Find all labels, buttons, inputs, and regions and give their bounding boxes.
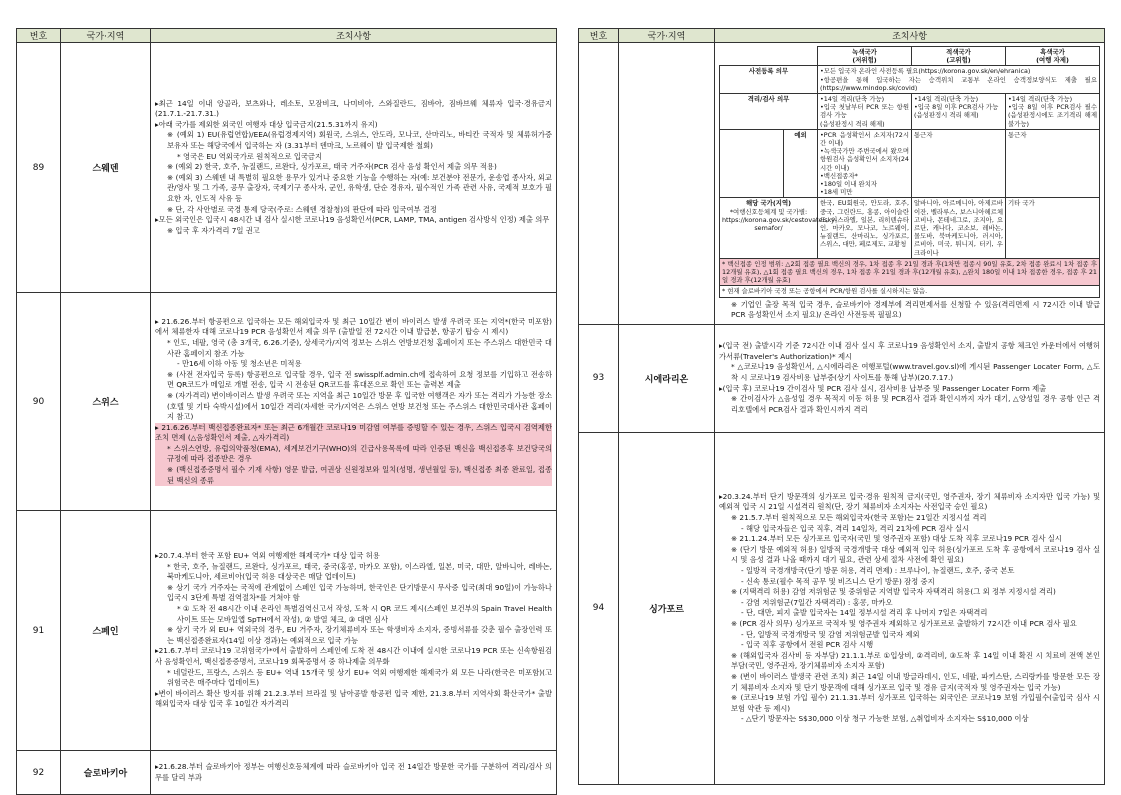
measure-line: ▸모든 외국인은 입국시 48시간 내 검사 실시한 코로나19 음성확인서(PCR, LAMP, TMA, antigen 검사방식 인정) 제출 의무 <box>155 215 550 225</box>
measure-line: ※ (예외 1) EU(유럽연합)/EEA(유럽경제지역) 회원국, 스위스, 안도라, 모나코, 산마리노, 바티칸 국적자 및 체류허가증 보유자 또는 해당국에서 입국하는 자 (3.31부터 덴마크, 노르웨이 발 입국제한 철회) <box>167 130 552 151</box>
measure-cell <box>151 293 557 511</box>
measure-line: ※ (코로나19 보험 가입 필수) 21.1.31.부터 싱가포르 입국하는 외국인은 코로나19 보험 가입필수(출입국 심사 시 보험 약관 등 제시) <box>731 693 1100 713</box>
measure-line: - 입국 직후 공항에서 전원 PCR 검사 시행 <box>741 640 874 650</box>
measure-line: ▸(입국 전) 출발시각 기준 72시간 이내 검사 실시 후 코로나19 음성확인서 소지, 출발지 공항 체크인 카운터에서 여행허가서류(Traveler's Authorization)* 제시 <box>719 341 1100 361</box>
measure-line: - 해당 입국자들은 입국 직후, 격리 14일차, 격리 21차에 PCR 검사 실시 <box>741 523 970 533</box>
measure-cell <box>715 43 1105 325</box>
green-col: 녹색국가 (저위험) <box>818 47 912 66</box>
measure-line: ▸21.6.28.부터 슬로바키아 정부는 여행신호등체계에 따라 슬로바키아 입국 전 14일간 방문한 국가를 구분하여 격리/검사 의무를 달리 부과 <box>155 761 552 782</box>
exception-green: •PCR 음성확인서 소지자(72시간 이내) •녹색국가만 주변국에서 왔으며 항원검사 음성확인서 소지자(24시간 이내) •백신접종자* •180일 이내 완치자 •18세 미만 <box>818 129 912 198</box>
left-column <box>16 28 557 795</box>
measure-line: ※ 기업인 출장 목적 입국 경우, 슬로바키아 경제부에 격리면제서를 신청할 수 있음(격리면제 시 72시간 이내 발급 PCR 음성확인서 소지 필요)/ 온라인 사전등록 필필요) <box>731 299 1100 320</box>
row-number: 90 <box>17 293 61 511</box>
measure-line: - 감염 저위험군(7일간 자택격리) : 홍콩, 마카오 <box>741 597 893 607</box>
table-header <box>17 29 557 43</box>
header-no: 번호 <box>17 29 61 43</box>
measure-line: ▸변이 바이러스 확산 방지를 위해 21.2.3.부터 브라질 및 남아공발 항공편 입국 제한, 21.3.8.부터 지역사회 확산국가* 출발 해외입국자 대상 입국 후 10일간 자가격리 <box>155 688 552 709</box>
measure-line: ▸아래 국가를 제외한 외국인 여행자 대상 입국금지(21.5.31까지 유지) <box>155 119 378 129</box>
measure-line: ※ 입국 후 자가격리 7일 권고 <box>167 225 260 235</box>
header-country: 국가·지역 <box>61 29 151 43</box>
quarantine-red: •14일 격리(단축 가능) •입국 8일 이후 PCR검사 가능 (음성판정시 격리 해제) <box>912 94 1006 130</box>
measure-line: ※ (PCR 검사 의무) 싱가포르 국적자 및 영주권자 제외하고 싱가포르로 출발하기 72시간 이내 PCR 검사 필요 <box>731 618 1077 628</box>
airport-footnote: * 현재 슬로바키아 국경 또는 공항에서 PCR/항원 검사를 실시하지는 않음. <box>720 286 1100 297</box>
country-name: 스웨덴 <box>61 43 151 293</box>
red-col: 적색국가 (고위험) <box>912 47 1006 66</box>
registration-cell: •모든 입국자 온라인 사전등록 필요(https://korona.gov.sk/en/ehranica) •항공편을 통해 입국하는 자는 승객위치 교통부 온라인 승객정보양식도 제출 필요(https://www.mindop.sk/covid) <box>818 66 1100 94</box>
measure-line: ▸ 21.6.26.부터 백신접종완료자* 또는 최근 6개월간 코로나19 미감염 여부를 증빙할 수 있는 경우, 스위스 입국시 검역제한조치 면제 (△음성확인서 제출, △자가격리) <box>155 422 552 443</box>
measure-line: ※ (예외 3) 스웨덴 내 특별히 필요한 용무가 있거나 중요한 기능을 수행하는 자(예: 보건분야 전문가, 운송업 종사자, 외교관/영사 및 그 가족, 공무 출장자, 국제기구 종사자, 군인, 유학생, 단순 경유자, 필수적인 가족 관련 사유, 국제적 보호가 필요한 자, 인도적 사유 등 <box>167 172 552 203</box>
table-row <box>17 751 557 795</box>
row-label: 해당 국가(지역) <box>745 199 792 208</box>
measure-line: ※ (백신접종증명서 필수 기재 사항) 영문 발급, 여권상 신원정보와 일치(성명, 생년월일 등), 백신접종 최종 완료일, 접종된 백신의 종류 <box>155 465 552 486</box>
label-note: *여행신호등체계 및 국가별: https://korona.gov.sk/cestovatelsky-semafor/ <box>722 207 838 233</box>
countries-red: 알바니아, 아르메니아, 아제르바이잔, 벨라루스, 보스니아헤르체고비나, 몬테네그로, 조지아, 요르단, 캐나다, 코소보, 레바논, 몰도바, 북마케도니아, 러시아, 르비아, 미국, 튀니지, 터키, 우크라이나 <box>912 198 1006 258</box>
row-number: 93 <box>579 324 619 432</box>
header-country: 국가·지역 <box>619 29 715 43</box>
measure-line: ※ 단, 각 사안별로 국경 통제 당국(주로: 스웨덴 경찰청)의 판단에 따라 입국여부 결정 <box>167 204 437 214</box>
measure-line: ※ (사전 전자입국 등록) 항공편으로 입국할 경우, 입국 전 swissplf.admin.ch에 접속하여 요청 정보를 기입하고 전송하면 QR코드가 메일로 개별 전송, 입국 시 전송된 QR코드를 휴대폰으로 확인 또는 출력본 제출 <box>167 369 552 390</box>
table-row <box>579 432 1105 784</box>
measure-line: * 한국, 호주, 뉴질랜드, 르완다, 싱가포르, 태국, 중국(홍콩, 마카오 포함), 이스라엘, 일본, 미국, 대만, 알바니아, 레바논, 북마케도니아, 세르비아(입국 허용 대상국은 매달 업데이트) <box>167 561 552 582</box>
measure-line: ※ (단기 방문 예외적 허용) 일방적 국경개방국 대상 예외적 입국 허용(싱가포르 도착 후 공항에서 코로나19 검사 실시 및 음성 결과 나올 때까지 대기 필요, 관련 상세 절차 사전에 확인 필요) <box>731 544 1100 565</box>
measure-cell <box>151 751 557 795</box>
measure-line: - 만16세 이하 아동 및 청소년은 미적용 <box>177 359 302 369</box>
header-measure: 조치사항 <box>151 29 557 43</box>
black-col: 흑색국가 (여행 자제) <box>1006 47 1100 66</box>
measure-line: * 네덜란드, 프랑스, 스위스 등 EU+ 역내 15개국 및 상기 EU+ 역외 여행제한 해제국가 외 모든 나라(한국은 미포함)(고위험국은 매주마다 업데이트) <box>167 667 552 688</box>
row-number: 94 <box>579 432 619 784</box>
traffic-light-table <box>719 46 1100 298</box>
measure-line: ▸최근 14일 이내 앙골라, 보츠와나, 레소토, 모잠비크, 나미비아, 스와질란드, 짐바아, 짐바브웨 체류자 입국·경유금지 (21.7.1.-21.7.31.) <box>155 98 552 119</box>
measure-line: * 영국은 EU 역외국가로 원칙적으로 입국금지 <box>177 151 323 161</box>
quarantine-green: •14일 격리(단축 가능) •입국 첫날부터 PCR 또는 항원검사 가능 (음성판정시 격리 해제) <box>818 94 912 130</box>
measure-line: - 단, 일방적 국경개방국 및 감염 저위험군발 입국자 제외 <box>741 629 920 639</box>
measure-line: - 단, 대만, 피지 출발 입국자는 14일 정부시설 격리 후 나머지 7일은 자택격리 <box>741 608 988 618</box>
measure-cell <box>715 324 1105 432</box>
countries-green: 한국, EU회원국, 안도라, 호주, 중국, 그린란드, 홍콩, 아이슬란드, 이스라엘, 일본, 리히텐슈타인, 마카오, 모나코, 노르웨이, 뉴질랜드, 산마리노, 싱가포르, 스위스, 대만, 페로제도, 교황청 <box>818 198 912 258</box>
right-column <box>578 28 1105 785</box>
measure-line: ▸ 21.6.26.부터 항공편으로 입국하는 모든 해외입국자 및 최근 10일간 변이 바이러스 발생 우려국 또는 지역*(한국 미포함)에서 체류한자 대해 코로나19 PCR 음성확인서 제출 의무 (출발일 전 72시간 이내 발급분, 항공기 탑승 시 제시) <box>155 316 552 337</box>
row-number: 91 <box>17 511 61 751</box>
measure-line: ※ 간이검사가 △음성일 경우 목적지 이동 허용 및 PCR검사 결과 확인시까지 자가 대기, △양성일 경우 공항 인근 격리호텔에서 PCR검사 결과 확인시까지 격리 <box>731 394 1100 414</box>
country-name: 슬로바키아 <box>61 751 151 795</box>
row-number-empty <box>579 43 619 325</box>
row-number: 89 <box>17 43 61 293</box>
table-row <box>579 324 1105 432</box>
row-label-countries <box>720 198 838 258</box>
measure-cell <box>715 432 1105 784</box>
measure-line: ※ 21.1.24.부터 모든 싱가포르 입국자(국민 및 영주권자 포함) 대상 도착 직후 코로나19 PCR 검사 실시 <box>731 534 1062 544</box>
exception-red: 통근자 <box>912 129 1006 198</box>
row-label: 격리/검사 의무 <box>720 94 818 130</box>
measure-line: ※ (지택격리 허용) 감염 저위험군 및 중위험군 지역발 입국자 자택격리 허용(그 외 정부 지정시설 격리) <box>731 587 1056 597</box>
table-header <box>579 29 1105 43</box>
country-name: 시에라리온 <box>619 324 715 432</box>
measure-cell <box>151 511 557 751</box>
right-table <box>578 28 1105 785</box>
row-label: 사전등록 의무 <box>720 66 818 94</box>
quarantine-black: •14일 격리(단축 가능) •입국 8일 이후 PCR검사 필수(음성판정시에도 조기격리 해제 불가능) <box>1006 94 1100 130</box>
countries-black: 기타 국가 <box>1006 198 1100 258</box>
measure-line: ▸20.7.4.부터 한국 포함 EU+ 역외 여행제한 해제국가* 대상 입국 허용 <box>155 551 380 561</box>
measure-line: * 인도, 네팔, 영국 (총 3개국, 6.26.기준), 상세국가/지역 정보는 스위스 연방보건청 홈페이지 또는 주스위스 대한민국 대사관 홈페이지 참조 가능 <box>167 337 552 358</box>
blank-cell <box>720 129 784 198</box>
measure-line: ※ 21.5.7.부터 원칙적으로 모든 해외입국자(한국 포함)는 21일간 지정시설 격리 <box>731 513 987 523</box>
measure-line: - △단기 방문자는 S$30,000 이상 청구 가능한 보험, △취업비자 소지자는 S$10,000 이상 <box>741 714 1029 724</box>
measure-cell <box>151 43 557 293</box>
table-row <box>579 43 1105 325</box>
country-name: 스페인 <box>61 511 151 751</box>
measure-line: - 일방적 국경개방국(단기 방문 허용, 격리 면제) : 브루나이, 뉴질랜드, 호주, 중국 본토 <box>741 566 1015 575</box>
exception-black: 통근자 <box>1006 129 1100 198</box>
business-note <box>719 300 1100 321</box>
country-name-empty <box>619 43 715 325</box>
measure-line: ※ (변이 바이러스 발생국 관련 조치) 최근 14일 이내 방글라데시, 인도, 네팔, 파키스탄, 스리랑카를 방문한 모든 장기 체류비자 소지자 및 단기 방문객에 대해 싱가포르 입국 및 경유 금지(국적자 및 영주권자는 입국 가능) <box>731 671 1100 692</box>
header-measure: 조치사항 <box>715 29 1105 43</box>
measure-line: ▸21.6.7.부터 코로나19 고위험국가*에서 출발하여 스페인에 도착 전 48시간 이내에 실시한 코로나19 PCR 또는 신속항원검사 음성확인서, 백신접종증명서, 코로나19 회복증명서 중 하나제출 의무화 <box>155 646 552 666</box>
table-row <box>17 293 557 511</box>
measure-line: ※ 상기 국가 거주자는 국적에 관계없이 스페인 입국 가능하며, 한국인은 단기방문시 무사증 입국(최대 90일)이 가능하나 입국시 3단계 특별 검역절차*를 거쳐야 함 <box>167 582 552 603</box>
measure-line: ▸(입국 후) 코로나19 간이검사 및 PCR 검사 실시, 검사비용 납부증 및 Passenger Locater Form 제출 <box>719 383 1047 393</box>
measure-line: ※ (예외 2) 한국, 호주, 뉴질랜드, 르완다, 싱가포르, 태국 거주자(PCR 검사 음성 확인서 제출 의무 적용) <box>167 162 497 172</box>
measure-line: * ① 도착 전 48시간 이내 온라인 특별검역신고서 작성, 도착 시 QR 코드 제시(스페인 보건부의 Spain Travel Health 사이트 또는 모바일앱 SpTH에서 작성), ② 발열 체크, ③ 대면 심사 <box>177 604 552 624</box>
measure-line: ※ (자가격리) 변이바이러스 발생 우려국 또는 지역을 최근 10일간 방문 후 입국한 여행객은 자가 또는 격리가 가능한 장소(호텔 및 기타 숙박시설)에서 10일간 격리(자세한 국가/지역은 스위스 연방 보건청 또는 주스위스 대한민국대사관 홈페이지 참고) <box>167 390 552 422</box>
table-row <box>17 43 557 293</box>
row-number: 92 <box>17 751 61 795</box>
row-label: 예외 <box>784 129 818 198</box>
measure-line: ※ (해외입국자 검사비 등 자부담) 21.1.1.부로 ①입상비, ②격리비, ③도착 후 14일 이내 확진 시 치료비 전액 본인 부담(국민, 영주권자, 장기체류비자 소지자 포함) <box>731 650 1100 671</box>
left-table <box>16 28 557 795</box>
measure-line: - 신속 통로(필수 목적 공무 및 비즈니스 단기 방문) 잠정 중지 <box>741 576 935 586</box>
header-no: 번호 <box>579 29 619 43</box>
table-row <box>17 511 557 751</box>
vaccine-footnote: * 백신접종 인정 범위: △2회 접종 필요 백신의 경우, 1차 접종 후 21일 경과 후(1차만 접종시 90일 유효, 2차 접종 완료시 1차 접종 후 12개월 유효), △1회 접종 필요 백신의 경우, 1차 접종 후 21일 경과 후(12개월 유효), △완치 180일 이내 1차 접종한 경우, 접종 후 21일 경과 후(12개월 유효) <box>720 258 1100 286</box>
measure-line: * △코로나19 음성확인서, △시에라리온 여행포털(www.travel.gov.sl)에 게시된 Passenger Locater Form, △도착 시 코로나19 검사비용 납부증(상기 사이트를 통해 납부)(20.7.17.) <box>731 362 1100 383</box>
measure-line: ▸20.3.24.부터 단기 방문객의 싱가포르 입국·경유 원칙적 금지(국민, 영주권자, 장기 체류비자 소지자만 입국 가능) 및 예외적 입국 시 21일 시설격리 원칙(단, 장기 체류비자 소지자는 사전입국 승인 필요) <box>719 491 1100 512</box>
country-name: 싱가포르 <box>619 432 715 784</box>
measure-line: ※ 상기 국가 외 EU+ 역외국의 경우, EU 거주자, 장기체류비자 또는 학생비자 소지자, 증빙서류를 갖춘 필수 출장인력 또는 백신접종완료자(14일 이상 경과)는 예외적으로 입국 가능 <box>167 625 552 645</box>
corner-cell <box>720 47 818 66</box>
country-name: 스위스 <box>61 293 151 511</box>
measure-line: * 스위스연방, 유럽의약품청(EMA), 세계보건기구(WHO)의 긴급사용목록에 따라 인증된 백신을 백신접종후 보건당국의 규정에 따라 접종받은 경우 <box>155 444 552 465</box>
